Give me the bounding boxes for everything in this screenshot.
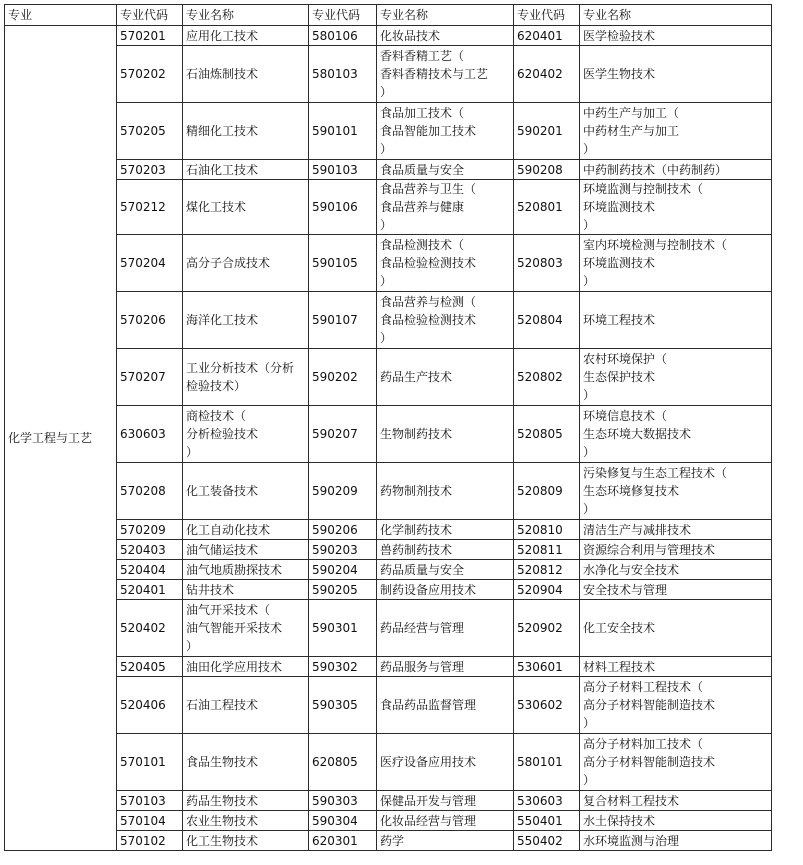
cell-code-3: 520812 [514, 560, 580, 580]
cell-name-1: 食品生物技术 [183, 734, 309, 791]
cell-code-1: 570209 [117, 520, 183, 540]
cell-code-1: 520404 [117, 560, 183, 580]
cell-name-3: 资源综合利用与管理技术 [580, 540, 772, 560]
cell-code-3: 530601 [514, 657, 580, 677]
cell-code-1: 630603 [117, 406, 183, 463]
category-cell: 化学工程与工艺 [5, 26, 117, 851]
cell-name-3: 医学检验技术 [580, 26, 772, 46]
cell-code-2: 590106 [309, 180, 377, 235]
table-row [5, 580, 772, 600]
cell-name-2: 保健品开发与管理 [377, 791, 514, 811]
cell-code-2: 590303 [309, 791, 377, 811]
cell-name-1: 石油化工技术 [183, 160, 309, 180]
header-name-1: 专业名称 [183, 5, 309, 26]
cell-name-3: 水土保持技术 [580, 811, 772, 831]
cell-name-3: 高分子材料加工技术（ 高分子材料智能制造技术 ） [580, 734, 772, 791]
cell-name-3: 化工安全技术 [580, 600, 772, 657]
cell-code-3: 520805 [514, 406, 580, 463]
cell-code-1: 520405 [117, 657, 183, 677]
header-row [5, 5, 772, 26]
cell-code-1: 570103 [117, 791, 183, 811]
table-row [5, 657, 772, 677]
table-row [5, 292, 772, 349]
cell-code-3: 520801 [514, 180, 580, 235]
cell-code-3: 520802 [514, 349, 580, 406]
cell-code-2: 590207 [309, 406, 377, 463]
cell-name-2: 药品经营与管理 [377, 600, 514, 657]
cell-code-1: 570102 [117, 831, 183, 851]
cell-code-3: 620402 [514, 46, 580, 103]
cell-name-3: 高分子材料工程技术（ 高分子材料智能制造技术 ） [580, 677, 772, 734]
cell-name-3: 安全技术与管理 [580, 580, 772, 600]
cell-code-3: 590208 [514, 160, 580, 180]
cell-name-3: 材料工程技术 [580, 657, 772, 677]
cell-code-1: 570202 [117, 46, 183, 103]
cell-code-1: 520403 [117, 540, 183, 560]
cell-code-3: 580101 [514, 734, 580, 791]
table-row [5, 677, 772, 734]
header-code-3: 专业代码 [514, 5, 580, 26]
cell-name-1: 应用化工技术 [183, 26, 309, 46]
cell-name-2: 食品检测技术（ 食品检验检测技术 ） [377, 235, 514, 292]
cell-name-1: 商检技术（ 分析检验技术 ） [183, 406, 309, 463]
cell-name-1: 油气开采技术（ 油气智能开采技术 ） [183, 600, 309, 657]
table-row [5, 734, 772, 791]
table-row [5, 180, 772, 235]
cell-code-2: 590203 [309, 540, 377, 560]
cell-name-3: 水环境监测与治理 [580, 831, 772, 851]
cell-code-1: 570203 [117, 160, 183, 180]
table-row [5, 160, 772, 180]
table-row [5, 520, 772, 540]
cell-name-1: 药品生物技术 [183, 791, 309, 811]
cell-code-2: 590304 [309, 811, 377, 831]
cell-name-1: 油气储运技术 [183, 540, 309, 560]
cell-code-1: 570206 [117, 292, 183, 349]
cell-name-3: 复合材料工程技术 [580, 791, 772, 811]
cell-code-2: 580103 [309, 46, 377, 103]
cell-code-2: 590206 [309, 520, 377, 540]
cell-code-1: 570207 [117, 349, 183, 406]
table-row [5, 811, 772, 831]
cell-name-2: 药品服务与管理 [377, 657, 514, 677]
cell-code-2: 580106 [309, 26, 377, 46]
cell-code-3: 590201 [514, 103, 580, 160]
table-row [5, 103, 772, 160]
cell-name-3: 清洁生产与减排技术 [580, 520, 772, 540]
cell-code-3: 520810 [514, 520, 580, 540]
cell-name-1: 化工生物技术 [183, 831, 309, 851]
cell-name-1: 农业生物技术 [183, 811, 309, 831]
cell-code-2: 590302 [309, 657, 377, 677]
cell-name-3: 室内环境检测与控制技术（ 环境监测技术 ） [580, 235, 772, 292]
cell-code-3: 520811 [514, 540, 580, 560]
cell-code-3: 550402 [514, 831, 580, 851]
cell-name-1: 化工自动化技术 [183, 520, 309, 540]
cell-name-2: 兽药制药技术 [377, 540, 514, 560]
cell-code-2: 590101 [309, 103, 377, 160]
table-row [5, 791, 772, 811]
cell-code-1: 520406 [117, 677, 183, 734]
cell-code-2: 590301 [309, 600, 377, 657]
cell-code-2: 620805 [309, 734, 377, 791]
cell-name-1: 工业分析技术（分析检验技术） [183, 349, 309, 406]
cell-name-3: 污染修复与生态工程技术（ 生态环境修复技术 ） [580, 463, 772, 520]
cell-code-1: 520401 [117, 580, 183, 600]
header-name-2: 专业名称 [377, 5, 514, 26]
cell-name-1: 化工装备技术 [183, 463, 309, 520]
cell-name-3: 环境信息技术（ 生态环境大数据技术 ） [580, 406, 772, 463]
cell-name-1: 钻井技术 [183, 580, 309, 600]
cell-code-1: 570212 [117, 180, 183, 235]
table-row [5, 406, 772, 463]
cell-code-2: 590305 [309, 677, 377, 734]
cell-name-3: 环境监测与控制技术（ 环境监测技术 ） [580, 180, 772, 235]
cell-code-1: 570101 [117, 734, 183, 791]
cell-name-2: 制药设备应用技术 [377, 580, 514, 600]
cell-code-1: 570205 [117, 103, 183, 160]
cell-name-3: 中药制药技术（中药制药） [580, 160, 772, 180]
table-row [5, 46, 772, 103]
cell-code-1: 570208 [117, 463, 183, 520]
table-row [5, 560, 772, 580]
cell-code-3: 520803 [514, 235, 580, 292]
cell-name-2: 食品营养与卫生（ 食品营养与健康 ） [377, 180, 514, 235]
cell-name-1: 油田化学应用技术 [183, 657, 309, 677]
cell-code-2: 590209 [309, 463, 377, 520]
cell-name-2: 医疗设备应用技术 [377, 734, 514, 791]
cell-code-2: 590202 [309, 349, 377, 406]
cell-code-3: 520902 [514, 600, 580, 657]
table-row [5, 235, 772, 292]
cell-name-1: 高分子合成技术 [183, 235, 309, 292]
cell-code-3: 620401 [514, 26, 580, 46]
header-major: 专业 [5, 5, 117, 26]
cell-name-2: 药学 [377, 831, 514, 851]
cell-code-2: 590103 [309, 160, 377, 180]
cell-code-1: 520402 [117, 600, 183, 657]
cell-name-2: 药物制剂技术 [377, 463, 514, 520]
cell-code-3: 520809 [514, 463, 580, 520]
cell-code-2: 620301 [309, 831, 377, 851]
cell-name-2: 药品生产技术 [377, 349, 514, 406]
cell-name-2: 食品药品监督管理 [377, 677, 514, 734]
cell-name-2: 食品营养与检测（ 食品检验检测技术 ） [377, 292, 514, 349]
cell-code-2: 590105 [309, 235, 377, 292]
cell-name-2: 香料香精工艺（ 香料香精技术与工艺 ） [377, 46, 514, 103]
cell-code-2: 590205 [309, 580, 377, 600]
cell-name-2: 化妆品技术 [377, 26, 514, 46]
header-name-3: 专业名称 [580, 5, 772, 26]
cell-name-3: 医学生物技术 [580, 46, 772, 103]
cell-name-3: 中药生产与加工（ 中药材生产与加工 ） [580, 103, 772, 160]
table-row [5, 349, 772, 406]
cell-code-2: 590107 [309, 292, 377, 349]
cell-code-1: 570201 [117, 26, 183, 46]
cell-code-3: 530602 [514, 677, 580, 734]
cell-code-3: 520904 [514, 580, 580, 600]
cell-name-1: 海洋化工技术 [183, 292, 309, 349]
major-table [4, 4, 772, 851]
table-row [5, 26, 772, 46]
table-row [5, 540, 772, 560]
cell-code-2: 590204 [309, 560, 377, 580]
cell-name-1: 石油炼制技术 [183, 46, 309, 103]
cell-name-2: 生物制药技术 [377, 406, 514, 463]
cell-name-2: 食品质量与安全 [377, 160, 514, 180]
cell-code-1: 570204 [117, 235, 183, 292]
cell-name-3: 农村环境保护（ 生态保护技术 ） [580, 349, 772, 406]
cell-code-3: 530603 [514, 791, 580, 811]
cell-name-1: 精细化工技术 [183, 103, 309, 160]
header-code-2: 专业代码 [309, 5, 377, 26]
cell-name-2: 食品加工技术（ 食品智能加工技术 ） [377, 103, 514, 160]
cell-name-1: 石油工程技术 [183, 677, 309, 734]
cell-code-3: 550401 [514, 811, 580, 831]
cell-name-3: 环境工程技术 [580, 292, 772, 349]
cell-name-1: 油气地质勘探技术 [183, 560, 309, 580]
table-row [5, 831, 772, 851]
cell-name-2: 药品质量与安全 [377, 560, 514, 580]
cell-code-3: 520804 [514, 292, 580, 349]
cell-name-2: 化妆品经营与管理 [377, 811, 514, 831]
cell-name-1: 煤化工技术 [183, 180, 309, 235]
cell-code-1: 570104 [117, 811, 183, 831]
table-row [5, 463, 772, 520]
cell-name-2: 化学制药技术 [377, 520, 514, 540]
table-row [5, 600, 772, 657]
cell-name-3: 水净化与安全技术 [580, 560, 772, 580]
header-code-1: 专业代码 [117, 5, 183, 26]
